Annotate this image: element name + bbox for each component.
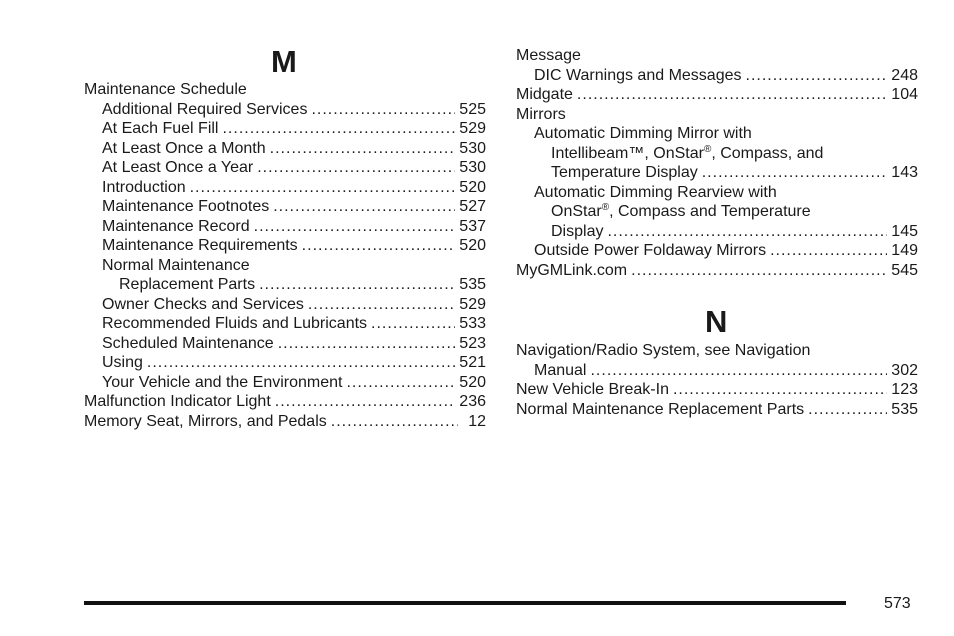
index-entry-text [551, 163, 698, 183]
index-entry-text [102, 217, 250, 237]
index-list-m [84, 80, 486, 431]
dot-leader [331, 412, 458, 432]
index-entry-label: Using [102, 354, 143, 371]
index-entry [516, 400, 918, 420]
dot-leader [808, 400, 887, 420]
index-entry-label: At Each Fuel Fill [102, 120, 219, 137]
dot-leader [273, 197, 455, 217]
index-entry-page: 527 [459, 198, 486, 215]
dot-leader [702, 163, 888, 183]
dot-leader [275, 392, 456, 412]
index-entry-text [102, 197, 269, 217]
index-entry-text [516, 46, 581, 66]
index-entry-label: Owner Checks and Services [102, 295, 304, 313]
index-entry-text [102, 100, 307, 120]
index-entry-text [534, 241, 766, 261]
index-entry [516, 341, 918, 361]
index-entry-label: Normal Maintenance [102, 256, 250, 274]
index-entry-label: Malfunction Indicator Light [84, 393, 271, 410]
index-entry [516, 202, 918, 222]
index-entry-label: Manual [534, 361, 587, 379]
index-entry [84, 256, 486, 276]
page-number: 573 [884, 595, 911, 612]
dot-leader [371, 314, 455, 334]
index-entry-page: 530 [459, 139, 486, 157]
index-entry-label: Intellibeam™, OnStar [551, 144, 704, 162]
index-entry [516, 241, 918, 261]
section-letter-n: N [705, 304, 728, 339]
index-entry-label: OnStar [551, 203, 602, 220]
index-entry-text [102, 314, 367, 334]
index-entry [516, 380, 918, 400]
index-entry-page: 145 [891, 222, 918, 240]
dot-leader [147, 353, 455, 373]
index-entry [84, 158, 486, 178]
dot-leader [222, 119, 455, 139]
index-entry [516, 144, 918, 164]
index-entry [516, 85, 918, 105]
index-entry-page: 533 [459, 315, 486, 332]
index-entry [84, 80, 486, 100]
index-entry-label: Outside Power Foldaway Mirrors [534, 242, 767, 259]
index-entry-page: 143 [891, 164, 918, 181]
dot-leader [590, 361, 887, 381]
index-entry [516, 261, 918, 281]
index-list-n [516, 341, 918, 419]
index-entry-label: At Least Once a Year [102, 159, 254, 176]
index-entry-label: MyGMLink.com [516, 261, 628, 279]
index-entry [84, 217, 486, 237]
index-entry-page: 302 [891, 361, 918, 379]
index-entry-text [119, 275, 255, 295]
index-entry-page: 123 [891, 381, 918, 398]
index-entry-page: 535 [459, 276, 486, 293]
index-entry-text [551, 144, 823, 164]
index-entry [84, 412, 486, 432]
index-entry [84, 392, 486, 412]
dot-leader [673, 380, 887, 400]
index-entry-label: Message [516, 47, 581, 64]
index-entry-text [84, 80, 247, 100]
index-entry-page: 529 [459, 295, 486, 313]
index-entry-text [102, 178, 186, 198]
index-entry [84, 197, 486, 217]
registered-mark: ® [601, 202, 610, 213]
index-entry-text [84, 392, 271, 412]
index-entry-text [516, 380, 669, 400]
index-entry-text [516, 400, 804, 420]
index-entry-page: 535 [891, 400, 918, 418]
index-entry-text [516, 341, 810, 361]
index-entry-label: Maintenance Record [102, 217, 250, 235]
index-entry-page: 529 [459, 120, 486, 137]
index-entry-text [534, 361, 586, 381]
index-entry-text [102, 295, 304, 315]
registered-mark: ® [703, 143, 712, 155]
index-entry [84, 178, 486, 198]
index-entry-label: Maintenance Schedule [84, 81, 247, 98]
index-entry [84, 353, 486, 373]
index-entry-label: Introduction [102, 178, 186, 196]
index-entry [84, 334, 486, 354]
index-entry [84, 275, 486, 295]
index-entry-label: Maintenance Requirements [102, 237, 298, 254]
index-entry-page: 149 [891, 242, 918, 259]
index-list-m-continued [516, 46, 918, 280]
index-entry-label: Navigation/Radio System, see Navigation [516, 342, 811, 359]
index-entry-label: Memory Seat, Mirrors, and Pedals [84, 412, 327, 430]
dot-leader [746, 66, 888, 86]
index-entry [84, 139, 486, 159]
dot-leader [577, 85, 887, 105]
index-entry-text [102, 236, 298, 256]
index-entry-text [102, 256, 250, 276]
index-entry-text [551, 202, 811, 222]
index-entry-text [534, 183, 777, 203]
index-entry-label: Temperature Display [551, 164, 698, 181]
index-entry-label: New Vehicle Break-In [516, 381, 669, 398]
index-entry-label: At Least Once a Month [102, 139, 266, 157]
index-entry-label-continued: , Compass, and [711, 144, 824, 162]
index-entry-page: 520 [459, 373, 486, 391]
index-entry-label: Automatic Dimming Mirror with [534, 125, 752, 142]
index-entry-page: 545 [891, 261, 918, 279]
dot-leader [257, 158, 455, 178]
index-entry-page: 104 [891, 86, 918, 103]
dot-leader [302, 236, 456, 256]
index-entry-text [84, 412, 327, 432]
index-entry-label: Additional Required Services [102, 100, 308, 118]
dot-leader [278, 334, 456, 354]
index-entry-text [516, 85, 573, 105]
index-entry-label: Normal Maintenance Replacement Parts [516, 400, 805, 418]
index-entry-page: 523 [459, 334, 486, 352]
index-entry [84, 373, 486, 393]
index-entry-label: Display [551, 222, 604, 240]
index-entry [516, 222, 918, 242]
index-entry-label: Maintenance Footnotes [102, 198, 270, 215]
index-entry-text [516, 261, 627, 281]
index-entry [516, 124, 918, 144]
index-entry-label-continued: , Compass and Temperature [609, 203, 811, 220]
dot-leader [254, 217, 456, 237]
index-entry-page: 521 [459, 354, 486, 371]
index-entry-label: Scheduled Maintenance [102, 334, 274, 352]
index-entry [516, 105, 918, 125]
index-entry-label: Midgate [516, 86, 573, 103]
dot-leader [607, 222, 887, 242]
index-entry-page: 537 [459, 217, 486, 235]
index-entry-text [102, 373, 342, 393]
index-entry [516, 163, 918, 183]
index-entry [516, 361, 918, 381]
index-entry-page: 248 [891, 66, 918, 84]
index-entry [84, 119, 486, 139]
index-entry-text [102, 158, 253, 178]
index-entry-label: Replacement Parts [119, 276, 256, 293]
footer-rule [84, 601, 846, 605]
dot-leader [190, 178, 456, 198]
index-entry-text [534, 124, 752, 144]
index-entry-text [102, 334, 274, 354]
dot-leader [270, 139, 456, 159]
index-entry [516, 46, 918, 66]
index-entry [84, 100, 486, 120]
index-entry-text [102, 353, 143, 373]
index-entry-label: Recommended Fluids and Lubricants [102, 315, 368, 332]
dot-leader [311, 100, 455, 120]
index-entry-label: Your Vehicle and the Environment [102, 373, 343, 391]
dot-leader [259, 275, 455, 295]
index-entry [84, 295, 486, 315]
dot-leader [346, 373, 455, 393]
index-entry-page: 12 [468, 412, 486, 430]
index-entry-text [534, 66, 742, 86]
index-entry-page: 520 [459, 178, 486, 196]
dot-leader [770, 241, 887, 261]
section-letter-m: M [271, 44, 297, 79]
index-entry [84, 314, 486, 334]
index-entry-text [551, 222, 603, 242]
index-entry-page: 236 [459, 393, 486, 410]
index-entry [516, 66, 918, 86]
index-entry [84, 236, 486, 256]
index-entry-page: 530 [459, 159, 486, 176]
index-entry-label: Mirrors [516, 105, 566, 123]
index-entry-page: 525 [459, 100, 486, 118]
index-entry-label: DIC Warnings and Messages [534, 66, 742, 84]
index-entry-text [516, 105, 566, 125]
index-entry-text [102, 139, 266, 159]
index-entry-page: 520 [459, 237, 486, 254]
index-entry-label: Automatic Dimming Rearview with [534, 183, 777, 201]
index-entry-text [102, 119, 218, 139]
index-entry [516, 183, 918, 203]
dot-leader [631, 261, 887, 281]
dot-leader [308, 295, 455, 315]
